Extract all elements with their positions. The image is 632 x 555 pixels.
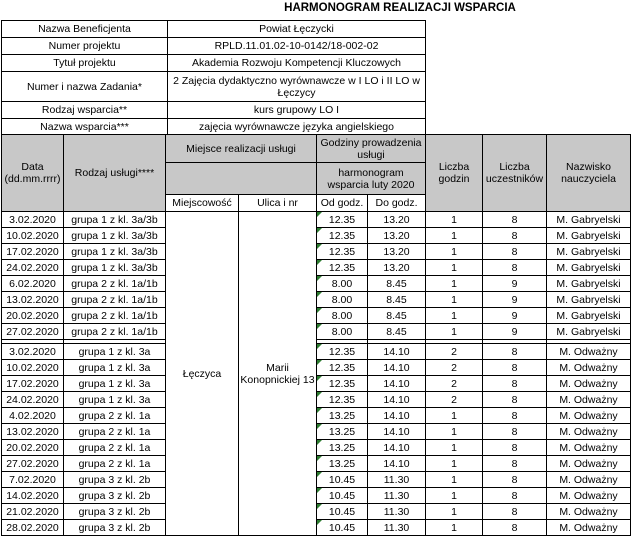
table-row bbox=[2, 472, 631, 488]
cell-from: 10.45 bbox=[317, 488, 368, 504]
cell-service: grupa 3 z kl. 2b bbox=[64, 520, 166, 536]
cell-from: 13.25 bbox=[317, 440, 368, 456]
cell-hours: 1 bbox=[426, 408, 483, 424]
cell-date: 27.02.2020 bbox=[2, 456, 64, 472]
table-row bbox=[2, 392, 631, 408]
cell-to: 13.20 bbox=[368, 260, 426, 276]
cell-date: 20.02.2020 bbox=[2, 440, 64, 456]
cell-to: 14.10 bbox=[368, 408, 426, 424]
cell-to: 11.30 bbox=[368, 520, 426, 536]
cell-to: 11.30 bbox=[368, 488, 426, 504]
header-date: Data (dd.mm.rrrr) bbox=[2, 135, 64, 212]
cell-from: 8.00 bbox=[317, 276, 368, 292]
header-to: Do godz. bbox=[368, 195, 426, 212]
cell-hours: 1 bbox=[426, 244, 483, 260]
cell-hours: 2 bbox=[426, 360, 483, 376]
cell-service: grupa 2 z kl. 1a bbox=[64, 440, 166, 456]
cell-teacher: M. Gabryelski bbox=[547, 276, 631, 292]
cell-service: grupa 1 z kl. 3a/3b bbox=[64, 228, 166, 244]
cell-from: 12.35 bbox=[317, 228, 368, 244]
cell-date: 3.02.2020 bbox=[2, 212, 64, 228]
cell-teacher: M. Odważny bbox=[547, 472, 631, 488]
cell-teacher: M. Odważny bbox=[547, 520, 631, 536]
cell-city: Łęczyca bbox=[166, 212, 239, 536]
cell-participants: 8 bbox=[483, 520, 547, 536]
info-value: 2 Zajęcia dydaktyczno wyrównawcze w I LO i II LO w Łęczycy bbox=[168, 72, 426, 102]
cell-participants: 8 bbox=[483, 212, 547, 228]
info-row bbox=[2, 38, 426, 55]
cell-participants: 9 bbox=[483, 308, 547, 324]
cell-to: 14.10 bbox=[368, 344, 426, 360]
cell-service: grupa 2 z kl. 1a bbox=[64, 408, 166, 424]
table-row bbox=[2, 408, 631, 424]
cell-teacher: M. Gabryelski bbox=[547, 228, 631, 244]
cell-to: 14.10 bbox=[368, 360, 426, 376]
cell-hours: 1 bbox=[426, 456, 483, 472]
cell-to: 8.45 bbox=[368, 324, 426, 340]
info-value: Powiat Łęczycki bbox=[168, 21, 426, 38]
table-row bbox=[2, 344, 631, 360]
cell-teacher: M. Gabryelski bbox=[547, 324, 631, 340]
table-row bbox=[2, 360, 631, 376]
table-row bbox=[2, 228, 631, 244]
cell-service: grupa 2 z kl. 1a bbox=[64, 456, 166, 472]
table-row bbox=[2, 488, 631, 504]
cell-participants: 9 bbox=[483, 324, 547, 340]
cell-service: grupa 2 z kl. 1a/1b bbox=[64, 292, 166, 308]
cell-teacher: M. Odważny bbox=[547, 360, 631, 376]
cell-to: 13.20 bbox=[368, 212, 426, 228]
header-from: Od godz. bbox=[317, 195, 368, 212]
info-value: RPLD.11.01.02-10-0142/18-002-02 bbox=[168, 38, 426, 55]
cell-from: 10.45 bbox=[317, 504, 368, 520]
info-label: Numer i nazwa Zadania* bbox=[2, 72, 168, 102]
header-service: Rodzaj usługi**** bbox=[64, 135, 166, 212]
cell-from: 12.35 bbox=[317, 360, 368, 376]
cell-to: 13.20 bbox=[368, 244, 426, 260]
info-value: Akademia Rozwoju Kompetencji Kluczowych bbox=[168, 55, 426, 72]
cell-from: 10.45 bbox=[317, 472, 368, 488]
cell-hours: 1 bbox=[426, 212, 483, 228]
cell-service: grupa 1 z kl. 3a/3b bbox=[64, 212, 166, 228]
table-row bbox=[2, 308, 631, 324]
cell-date: 17.02.2020 bbox=[2, 244, 64, 260]
cell-participants: 9 bbox=[483, 276, 547, 292]
info-row bbox=[2, 102, 426, 119]
page-title: HARMONOGRAM REALIZACJI WSPARCIA bbox=[284, 2, 516, 14]
header-teacher: Nazwisko nauczyciela bbox=[547, 135, 631, 212]
cell-participants: 8 bbox=[483, 244, 547, 260]
info-row bbox=[2, 21, 426, 38]
cell-participants: 8 bbox=[483, 472, 547, 488]
cell-service: grupa 3 z kl. 2b bbox=[64, 504, 166, 520]
cell-date: 3.02.2020 bbox=[2, 344, 64, 360]
header-hours: Godziny prowadzenia usługi bbox=[317, 135, 426, 163]
cell-participants: 8 bbox=[483, 344, 547, 360]
table-row bbox=[2, 440, 631, 456]
cell-hours: 1 bbox=[426, 276, 483, 292]
table-row bbox=[2, 276, 631, 292]
info-row bbox=[2, 119, 426, 136]
table-row bbox=[2, 292, 631, 308]
cell-from: 12.35 bbox=[317, 244, 368, 260]
cell-service: grupa 2 z kl. 1a/1b bbox=[64, 276, 166, 292]
cell-date: 10.02.2020 bbox=[2, 360, 64, 376]
cell-to: 8.45 bbox=[368, 276, 426, 292]
cell-participants: 8 bbox=[483, 260, 547, 276]
cell-participants: 8 bbox=[483, 424, 547, 440]
header-schedule: harmonogram wsparcia luty 2020 bbox=[317, 163, 426, 195]
table-row bbox=[2, 212, 631, 228]
cell-teacher: M. Odważny bbox=[547, 488, 631, 504]
cell-to: 14.10 bbox=[368, 440, 426, 456]
table-row bbox=[2, 260, 631, 276]
table-row bbox=[2, 520, 631, 536]
header-street: Ulica i nr bbox=[239, 195, 317, 212]
info-label: Nazwa Beneficjenta bbox=[2, 21, 168, 38]
cell-teacher: M. Odważny bbox=[547, 344, 631, 360]
info-row bbox=[2, 55, 426, 72]
cell-to: 14.10 bbox=[368, 376, 426, 392]
cell-hours: 1 bbox=[426, 308, 483, 324]
cell-hours: 1 bbox=[426, 472, 483, 488]
cell-to: 11.30 bbox=[368, 472, 426, 488]
cell-service: grupa 1 z kl. 3a/3b bbox=[64, 260, 166, 276]
cell-date: 27.02.2020 bbox=[2, 324, 64, 340]
cell-teacher: M. Gabryelski bbox=[547, 292, 631, 308]
cell-from: 8.00 bbox=[317, 324, 368, 340]
table-row bbox=[2, 456, 631, 472]
cell-teacher: M. Gabryelski bbox=[547, 308, 631, 324]
cell-from: 12.35 bbox=[317, 344, 368, 360]
cell-participants: 9 bbox=[483, 292, 547, 308]
table-row bbox=[2, 244, 631, 260]
cell-teacher: M. Odważny bbox=[547, 392, 631, 408]
cell-teacher: M. Gabryelski bbox=[547, 260, 631, 276]
header-city: Miejscowość bbox=[166, 195, 239, 212]
cell-date: 20.02.2020 bbox=[2, 308, 64, 324]
cell-from: 13.25 bbox=[317, 456, 368, 472]
cell-teacher: M. Gabryelski bbox=[547, 212, 631, 228]
cell-teacher: M. Odważny bbox=[547, 424, 631, 440]
cell-service: grupa 1 z kl. 3a bbox=[64, 360, 166, 376]
cell-from: 12.35 bbox=[317, 260, 368, 276]
info-label: Nazwa wsparcia*** bbox=[2, 119, 168, 136]
cell-from: 12.35 bbox=[317, 392, 368, 408]
cell-hours: 1 bbox=[426, 520, 483, 536]
cell-service: grupa 2 z kl. 1a bbox=[64, 424, 166, 440]
cell-date: 10.02.2020 bbox=[2, 228, 64, 244]
cell-date: 28.02.2020 bbox=[2, 520, 64, 536]
schedule-table bbox=[1, 134, 631, 536]
table-row bbox=[2, 376, 631, 392]
cell-hours: 1 bbox=[426, 292, 483, 308]
cell-teacher: M. Odważny bbox=[547, 408, 631, 424]
cell-participants: 8 bbox=[483, 440, 547, 456]
info-label: Rodzaj wsparcia** bbox=[2, 102, 168, 119]
cell-street: Marii Konopnickiej 13 bbox=[239, 212, 317, 536]
cell-participants: 8 bbox=[483, 392, 547, 408]
cell-participants: 8 bbox=[483, 408, 547, 424]
table-row bbox=[2, 504, 631, 520]
cell-participants: 8 bbox=[483, 228, 547, 244]
cell-to: 14.10 bbox=[368, 456, 426, 472]
cell-to: 11.30 bbox=[368, 504, 426, 520]
info-label: Tytuł projektu bbox=[2, 55, 168, 72]
cell-date: 14.02.2020 bbox=[2, 488, 64, 504]
cell-to: 13.20 bbox=[368, 228, 426, 244]
cell-hours: 1 bbox=[426, 260, 483, 276]
cell-date: 24.02.2020 bbox=[2, 260, 64, 276]
table-row bbox=[2, 424, 631, 440]
info-label: Numer projektu bbox=[2, 38, 168, 55]
cell-hours: 1 bbox=[426, 504, 483, 520]
cell-service: grupa 1 z kl. 3a bbox=[64, 392, 166, 408]
cell-from: 8.00 bbox=[317, 292, 368, 308]
cell-teacher: M. Odważny bbox=[547, 376, 631, 392]
cell-service: grupa 1 z kl. 3a bbox=[64, 376, 166, 392]
cell-date: 24.02.2020 bbox=[2, 392, 64, 408]
cell-to: 8.45 bbox=[368, 308, 426, 324]
info-value: zajęcia wyrównawcze języka angielskiego bbox=[168, 119, 426, 136]
cell-date: 13.02.2020 bbox=[2, 424, 64, 440]
cell-date: 17.02.2020 bbox=[2, 376, 64, 392]
cell-teacher: M. Odważny bbox=[547, 440, 631, 456]
cell-from: 10.45 bbox=[317, 520, 368, 536]
cell-hours: 1 bbox=[426, 488, 483, 504]
header-count-participants: Liczba uczestników bbox=[483, 135, 547, 212]
info-row bbox=[2, 72, 426, 102]
cell-date: 6.02.2020 bbox=[2, 276, 64, 292]
cell-service: grupa 2 z kl. 1a/1b bbox=[64, 308, 166, 324]
cell-participants: 8 bbox=[483, 456, 547, 472]
cell-date: 4.02.2020 bbox=[2, 408, 64, 424]
cell-date: 13.02.2020 bbox=[2, 292, 64, 308]
cell-service: grupa 3 z kl. 2b bbox=[64, 488, 166, 504]
cell-hours: 2 bbox=[426, 376, 483, 392]
cell-from: 12.35 bbox=[317, 212, 368, 228]
cell-participants: 8 bbox=[483, 488, 547, 504]
cell-hours: 2 bbox=[426, 392, 483, 408]
cell-from: 12.35 bbox=[317, 376, 368, 392]
cell-hours: 1 bbox=[426, 424, 483, 440]
cell-teacher: M. Gabryelski bbox=[547, 244, 631, 260]
header-place: Miejsce realizacji usługi bbox=[166, 135, 317, 163]
cell-date: 21.02.2020 bbox=[2, 504, 64, 520]
cell-from: 13.25 bbox=[317, 424, 368, 440]
cell-date: 7.02.2020 bbox=[2, 472, 64, 488]
cell-hours: 1 bbox=[426, 324, 483, 340]
cell-participants: 8 bbox=[483, 360, 547, 376]
cell-to: 14.10 bbox=[368, 424, 426, 440]
cell-hours: 2 bbox=[426, 344, 483, 360]
cell-participants: 8 bbox=[483, 376, 547, 392]
cell-service: grupa 2 z kl. 1a/1b bbox=[64, 324, 166, 340]
cell-to: 8.45 bbox=[368, 292, 426, 308]
cell-participants: 8 bbox=[483, 504, 547, 520]
cell-teacher: M. Odważny bbox=[547, 504, 631, 520]
cell-to: 14.10 bbox=[368, 392, 426, 408]
cell-service: grupa 1 z kl. 3a bbox=[64, 344, 166, 360]
table-row bbox=[2, 324, 631, 340]
cell-from: 13.25 bbox=[317, 408, 368, 424]
cell-service: grupa 3 z kl. 2b bbox=[64, 472, 166, 488]
cell-service: grupa 1 z kl. 3a/3b bbox=[64, 244, 166, 260]
cell-hours: 1 bbox=[426, 228, 483, 244]
header-count-hours: Liczba godzin bbox=[426, 135, 483, 212]
cell-hours: 1 bbox=[426, 440, 483, 456]
project-info-table bbox=[1, 20, 426, 136]
cell-from: 8.00 bbox=[317, 308, 368, 324]
header-place-empty bbox=[166, 163, 317, 195]
cell-teacher: M. Odważny bbox=[547, 456, 631, 472]
info-value: kurs grupowy LO I bbox=[168, 102, 426, 119]
